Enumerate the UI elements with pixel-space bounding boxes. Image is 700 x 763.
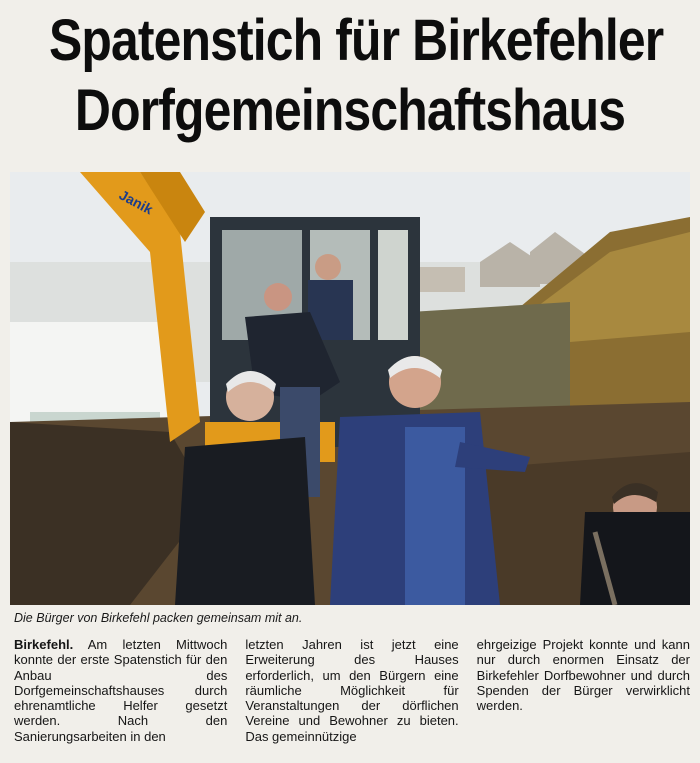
headline-line-1: Spatenstich für Birkefehler (49, 8, 664, 73)
article-column-1 (14, 637, 227, 744)
excavation-scene (10, 172, 690, 605)
article-column-1-text: Am letzten Mittwoch konnte der erste Spatenstich für den Anbau des Dorfgemeinschaftshauses durch ehrenamtliche Helfer gesetzt werden. Nach den Sanierungsarbeiten in den (14, 637, 228, 744)
photo-caption: Die Bürger von Birkefehl packen gemeinsam mit an. (14, 611, 303, 625)
headline-line-2: Dorfgemeinschaftshaus (74, 78, 626, 143)
article-body (14, 637, 690, 744)
headline (49, 6, 664, 146)
article-column-3: ehrgeizige Projekt konnte und kann nur durch enormen Einsatz der Birkefehler Dorfbewohner und durch Spenden der Bürger verwirklicht werden. (476, 637, 690, 714)
news-photo (10, 172, 690, 605)
article-column-2: letzten Jahren ist jetzt eine Erweiterung des Hauses erforderlich, um den Bürgern eine räumliche Möglichkeit für Veranstaltungen der dörflichen Vereine und Bewohner zu bieten. Das gemeinnützige (245, 637, 459, 744)
article-dateline: Birkefehl. (14, 637, 74, 652)
excavator-brand-label: Janik (116, 186, 156, 218)
